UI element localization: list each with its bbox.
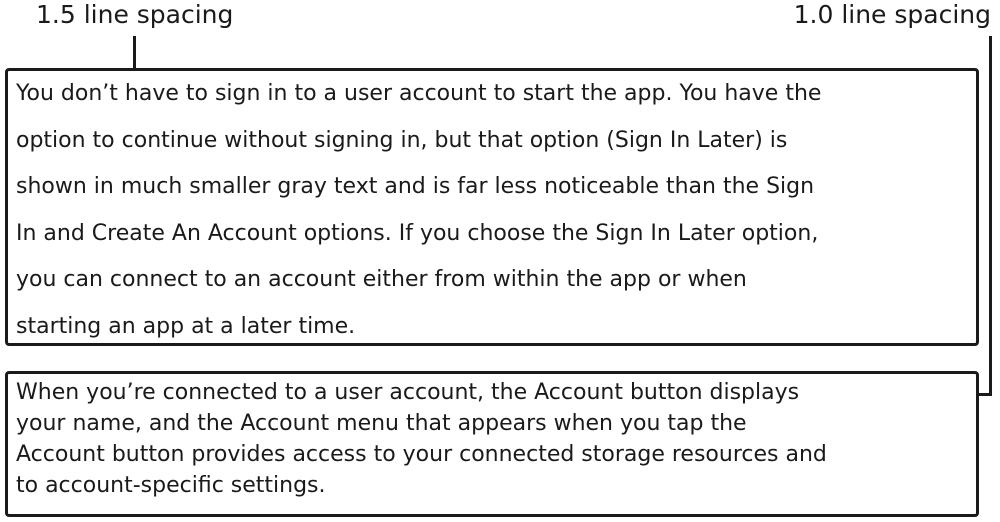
paragraph-line: In and Create An Account options. If you choose the Sign In Later option, — [16, 220, 819, 246]
paragraph-line: Account button provides access to your connected storage resources and — [16, 442, 827, 467]
leader-line-right-vertical — [989, 36, 992, 396]
callout-label-1-0-spacing: 1.0 line spacing — [793, 0, 991, 29]
text-box-1-0-spacing — [5, 371, 979, 517]
leader-line-left — [133, 36, 136, 68]
paragraph-line: When you’re connected to a user account, the Account button displays — [16, 380, 800, 405]
paragraph-line: shown in much smaller gray text and is far less noticeable than the Sign — [16, 174, 815, 199]
paragraph-line: option to continue without signing in, but that option (Sign In Later) is — [16, 127, 788, 153]
paragraph-line: you can connect to an account either from within the app or when — [16, 267, 747, 292]
paragraph-line: your name, and the Account menu that appears when you tap the — [16, 411, 747, 436]
paragraph-line: You don’t have to sign in to a user account to start the app. You have the — [16, 81, 822, 106]
text-box-1-5-spacing — [5, 68, 979, 346]
callout-label-1-5-spacing: 1.5 line spacing — [36, 0, 234, 29]
paragraph-line: starting an app at a later time. — [16, 313, 356, 339]
paragraph-line: to account-specific settings. — [16, 473, 326, 498]
